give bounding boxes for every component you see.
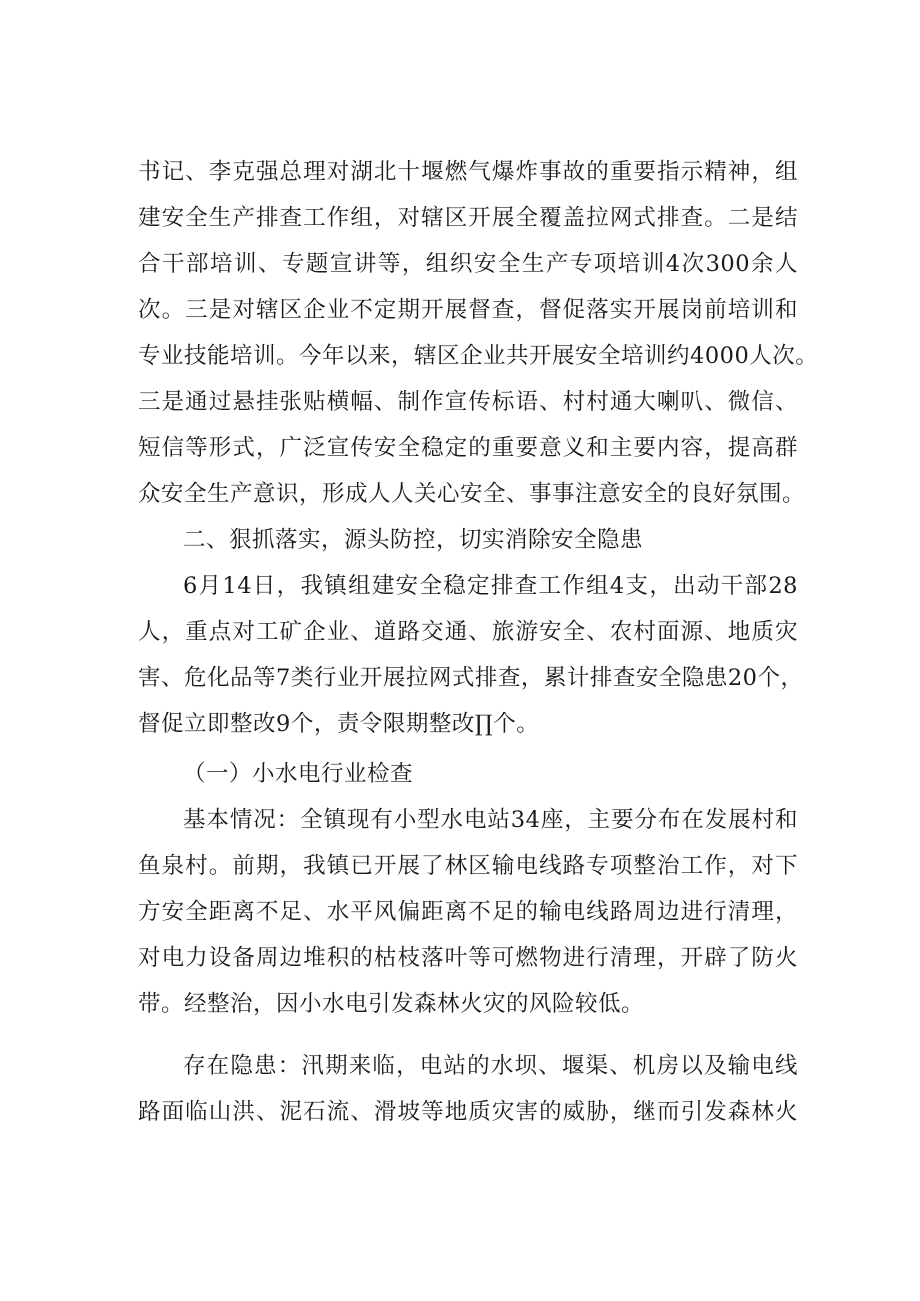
text-line: 建安全生产排查工作组，对辖区开展全覆盖拉网式排查。二是结: [138, 205, 798, 231]
text-line: 鱼泉村。前期，我镇已开展了林区输电线路专项整治工作，对下: [138, 853, 798, 879]
text-line: 基本情况：全镇现有小型水电站34座，主要分布在发展村和: [183, 807, 798, 833]
text-line: 方安全距离不足、水平风偏距离不足的输电线路周边进行清理，: [138, 899, 798, 925]
text-line: 人，重点对工矿企业、道路交通、旅游安全、农村面源、地质灾: [138, 619, 798, 645]
text-line: 存在隐患：汛期来临，电站的水坝、堰渠、机房以及输电线: [183, 1053, 798, 1079]
text-line: 害、危化品等7类行业开展拉网式排查，累计排查安全隐患20个，: [138, 665, 804, 691]
text-line: 专业技能培训。今年以来，辖区企业共开展安全培训约4000人次。: [138, 343, 819, 369]
text-line: 6月14日，我镇组建安全稳定排查工作组4支，出动干部28: [183, 573, 798, 599]
subsection-heading: （一）小水电行业检查: [183, 761, 414, 787]
text-line: 书记、李克强总理对湖北十堰燃气爆炸事故的重要指示精神，组: [138, 159, 798, 185]
text-line: 督促立即整改9个，责令限期整改∏个。: [138, 711, 540, 737]
text-line: 众安全生产意识，形成人人关心安全、事事注意安全的良好氛围。: [138, 481, 806, 507]
text-line: 带。经整治，因小水电引发森林火灾的风险较低。: [138, 991, 645, 1017]
section-heading: 二、狠抓落实，源头防控，切实消除安全隐患: [183, 527, 644, 553]
text-line: 次。三是对辖区企业不定期开展督查，督促落实开展岗前培训和: [138, 297, 798, 323]
text-line: 路面临山洪、泥石流、滑坡等地质灾害的威胁，继而引发森林火: [138, 1099, 798, 1125]
text-line: 短信等形式，广泛宣传安全稳定的重要意义和主要内容，提高群: [138, 435, 798, 461]
text-line: 合干部培训、专题宣讲等，组织安全生产专项培训4次300余人: [138, 251, 798, 277]
text-line: 三是通过悬挂张贴横幅、制作宣传标语、村村通大喇叭、微信、: [138, 389, 798, 415]
text-line: 对电力设备周边堆积的枯枝落叶等可燃物进行清理，开辟了防火: [138, 945, 798, 971]
